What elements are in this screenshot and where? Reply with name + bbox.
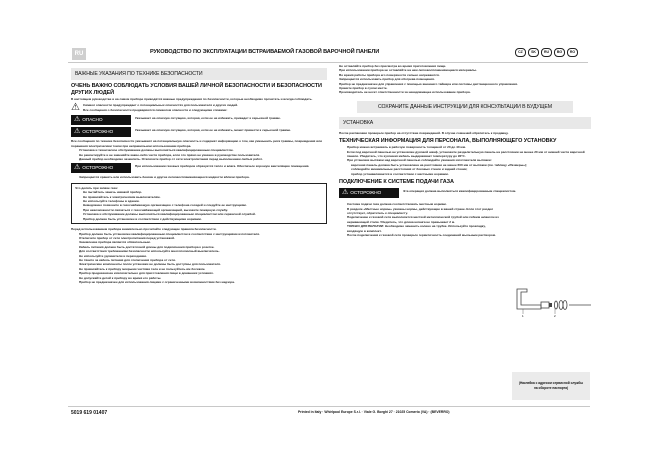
box-item: Установка и обслуживание должны выполняться квалифицированным специалистом или сервисной службой. xyxy=(83,212,256,217)
rule-item: Не прикасайтесь к прибору мокрыми частями тела и не пользуйтесь им босиком. xyxy=(79,266,206,271)
rule-item: Прибор предназначен исключительно для приготовления пищи в домашних условиях. xyxy=(79,271,214,276)
rule-item: Для соответствия требованиям безопасности используйте многополюсный выключатель. xyxy=(79,249,220,254)
usage-line: Не оставляйте прибор без присмотра во время приготовления пищи. xyxy=(339,64,447,68)
warning-triangle-icon: ⚠ xyxy=(342,189,349,197)
rule-item: Электрические компоненты после установки не должны быть доступны для пользователя. xyxy=(79,262,221,267)
footer-divider xyxy=(68,406,590,407)
tech-subitem: варочная панель должна быть установлена на расстоянии не менее 600 мм от вытяжки (см. таблицу «Размеры»); xyxy=(351,162,528,167)
warning-triangle-icon: ⚠ xyxy=(74,128,81,136)
document-code: 5019 619 01407 xyxy=(71,410,108,416)
messages-intro: Все сообщения по технике безопасности указывают на потенциальную опасность и содержат информацию о том, как уменьшить риск травмы, повреждения или поражения электрическим током при неправильном использовании прибора. xyxy=(71,139,322,148)
cert-mark-icon: SK xyxy=(528,48,539,57)
warning-triangle-icon: ⚠ xyxy=(74,164,81,172)
caution-label-text: ОСТОРОЖНО xyxy=(82,129,114,135)
usage-line: Прибор не предназначен для управления с помощью внешнего таймера или системы дистанционного управления. xyxy=(339,81,518,86)
gas-connection-heading: ПОДКЛЮЧЕНИЕ К СИСТЕМЕ ПОДАЧИ ГАЗА xyxy=(339,179,454,186)
gas-bullet: Система подачи газа должна соответствовать местным нормам. xyxy=(347,202,447,207)
cert-mark-icon: RU xyxy=(541,48,552,57)
service-sticker-note: (Наклейка с адресом сервисной службы на обороте паспорта) xyxy=(512,372,590,400)
rule-item: Не тяните за кабель питания для отключения прибора от сети. xyxy=(79,257,176,262)
save-instructions-banner: СОХРАНИТЕ ДАННЫЕ ИНСТРУКЦИИ ДЛЯ КОНСУЛЬТАЦИИ В БУДУЩЕМ xyxy=(357,101,573,113)
gas-bullet-list xyxy=(339,202,499,237)
caution-label xyxy=(71,127,131,137)
cert-mark-icon: BG xyxy=(554,48,565,57)
header-divider xyxy=(68,62,588,63)
box-title: Что делать при запахе газа: xyxy=(75,185,118,190)
caution-text: При использовании газовых приборов образуется тепло и влага. Обеспечьте хорошую вентиляцию помещения. xyxy=(135,164,310,169)
messages-bullet: Не ремонтируйте и не заменяйте какие-либо части прибора, если это прямо не указано в руководстве пользователя. xyxy=(79,152,261,157)
document-title: РУКОВОДСТВО ПО ЭКСПЛУАТАЦИИ ВСТРАИВАЕМОЙ ГАЗОВОЙ ВАРОЧНОЙ ПАНЕЛИ xyxy=(150,49,380,55)
rule-item: Отключите прибор от сети электропитания перед установкой. xyxy=(79,235,175,240)
gas-caution-notice xyxy=(339,188,591,198)
box-item: Немедленно позвоните в газоснабжающую организацию с телефона соседей и следуйте ее инструкциям. xyxy=(83,203,247,208)
caution-label xyxy=(71,163,131,173)
caution-notice xyxy=(71,127,327,137)
gas-bullet: После подключения к газовой сети проверьте герметичность соединений мыльным раствором. xyxy=(347,232,496,237)
section-title-installation: УСТАНОВКА xyxy=(339,117,591,129)
caution-label-text: ОСТОРОЖНО xyxy=(82,165,114,171)
section-title-safety: ВАЖНЫЕ УКАЗАНИЯ ПО ТЕХНИКЕ БЕЗОПАСНОСТИ xyxy=(71,68,327,80)
tech-info-heading: ТЕХНИЧЕСКАЯ ИНФОРМАЦИЯ ДЛЯ ПЕРСОНАЛА, ВЫПОЛНЯЮЩЕГО УСТАНОВКУ xyxy=(339,138,557,145)
danger-label xyxy=(71,115,131,125)
usage-line: Производитель не несет ответственности за ненадлежащее использование прибора. xyxy=(339,90,471,95)
gas-smell-box xyxy=(71,183,327,224)
box-item: Прибор должен быть установлен в соответствии с действующими нормами. xyxy=(83,216,202,221)
usage-line: При использовании прибора не оставляйте на нем легковоспламеняющиеся материалы. xyxy=(339,68,477,73)
tech-bullet: При установке вытяжки над варочной панелью соблюдайте указания изготовителя вытяжки: xyxy=(347,158,492,163)
language-badge: RU xyxy=(72,48,86,60)
caution-text: Указывает на опасную ситуацию, которая, если ее не избежать, может привести к серьезной травме. xyxy=(135,128,291,133)
tech-bullet: Прибор можно встраивать в рабочую поверхность толщиной от 20 до 40 мм. xyxy=(347,145,466,150)
install-intro: После распаковки проверьте прибор на отсутствие повреждений. В случае сомнений обратитесь к продавцу. xyxy=(339,130,509,135)
cert-mark-icon: CZ xyxy=(515,48,526,57)
tech-bullet: Если под варочной панелью не установлен духовой шкаф, установите разделительную панель на расстоянии не менее 20 мм от нижней части варочной панели. Убедитесь, что кухонная мебель выдерживает температуру до 90°C. xyxy=(347,149,585,159)
rule-item: Прибор должен быть установлен квалифицированным специалистом в соответствии с инструкциями изготовителя. xyxy=(79,231,260,236)
rules-intro: Перед использованием прибора внимательно прочитайте следующие правила безопасности. xyxy=(71,227,217,232)
danger-notice xyxy=(71,115,327,125)
tech-subitem: прибор устанавливается в соответствии с местными нормами. xyxy=(351,171,449,176)
usage-line: Во время работы прибора его поверхности сильно нагреваются. xyxy=(339,72,440,77)
tech-subitem: соблюдайте минимальные расстояния от боковых стенок и задней стенки; xyxy=(351,167,468,172)
rule-item: Не допускайте детей к прибору во время его работы. xyxy=(79,275,162,280)
figure-label: 2 xyxy=(554,314,556,317)
usage-line: Храните прибор в сухом месте. xyxy=(339,86,388,91)
safety-intro: В настоящем руководстве и на самом приборе приводятся важные предупреждения по безопасности, которые необходимо прочитать и всегда соблюдать. xyxy=(71,97,313,101)
gas-bullet: В разделе «Местные нормы» указаны нормы, действующие в вашей стране. Если этот раздел отсутствует, обратитесь к специалисту. xyxy=(347,206,494,215)
gas-fitting-diagram xyxy=(513,287,593,317)
hazard-line: Все сообщения о безопасности предваряются символом опасности и следующими словами: xyxy=(82,107,228,112)
hazard-warning-icon: ⚠ xyxy=(71,102,80,114)
box-item: При невозможности связаться с газоснабжающей организацией, вызовите пожарную службу. xyxy=(83,207,228,212)
cert-mark-icon: RO xyxy=(567,48,578,57)
warning-triangle-icon: ⚠ xyxy=(74,116,81,124)
box-item: Не прикасайтесь к электрическим выключателям. xyxy=(83,194,161,199)
caution-notice-2 xyxy=(71,163,327,173)
hazard-notice xyxy=(71,103,327,113)
rule-item: Прибор не предназначен для использования лицами с ограниченными возможностями без надзора. xyxy=(79,279,235,284)
usage-line: Запрещается использовать прибор для обогрева помещения. xyxy=(339,77,435,82)
right-column xyxy=(339,64,591,237)
caution-label-text: ОСТОРОЖНО xyxy=(350,190,382,196)
hazard-line: Символ опасности предупреждает о потенциальных опасностях для пользователя и других людей. xyxy=(82,103,238,108)
danger-text: Указывает на опасную ситуацию, которая, если ее не избежать, приведет к серьезной травме. xyxy=(135,116,281,121)
gas-bullet: Подключение к газовой сети выполняется жесткой металлической трубой или гибким шлангом из нержавеющей стали. Убедитесь, что длина шланга не превышает 2 м. xyxy=(347,215,499,224)
danger-label-text: ОПАСНО xyxy=(82,117,103,123)
caution-label xyxy=(339,188,399,198)
safety-heading: ОЧЕНЬ ВАЖНО СОБЛЮДАТЬ УСЛОВИЯ ВАШЕЙ ЛИЧНОЙ БЕЗОПАСНОСТИ И БЕЗОПАСНОСТИ ДРУГИХ ЛЮДЕЙ xyxy=(71,83,322,96)
box-item: Не пытайтесь зажечь никакой прибор. xyxy=(83,190,143,195)
messages-bullet: Данный прибор необходимо заземлить. Отключите прибор от сети электропитания перед выполнением любых работ. xyxy=(79,157,263,162)
rule-item: Заземление прибора является обязательным. xyxy=(79,240,151,245)
gas-note: Запрещается хранить или использовать бензин и другие легковоспламеняющиеся жидкости вблизи прибора. xyxy=(79,175,250,180)
figure-label: 1 xyxy=(522,314,524,317)
manufacturer-info: Printed in Italy · Whirlpool Europe S.r.l. · Viale G. Borghi 27 · 21025 Comerio (VA) · (BEVERRO) xyxy=(298,410,450,414)
certification-marks xyxy=(515,48,578,57)
box-item: Не используйте телефоны в здании. xyxy=(83,199,140,204)
gas-caution-text: Эта операция должна выполняться квалифицированным специалистом. xyxy=(403,189,517,194)
left-column xyxy=(71,68,327,284)
messages-bullet: Установка и техническое обслуживание должны выполняться квалифицированным специалистом. xyxy=(79,148,234,153)
gas-bullet: ТОЛЬКО ДЛЯ БЕЛЬГИИ: Необходимо заменить колено на трубке. Используйте прокладку, входящую в комплект. xyxy=(347,224,486,233)
rule-item: Не используйте удлинители и переходники. xyxy=(79,253,147,258)
rule-item: Кабель питания должен быть достаточной длины для подключения прибора к розетке. xyxy=(79,244,215,249)
